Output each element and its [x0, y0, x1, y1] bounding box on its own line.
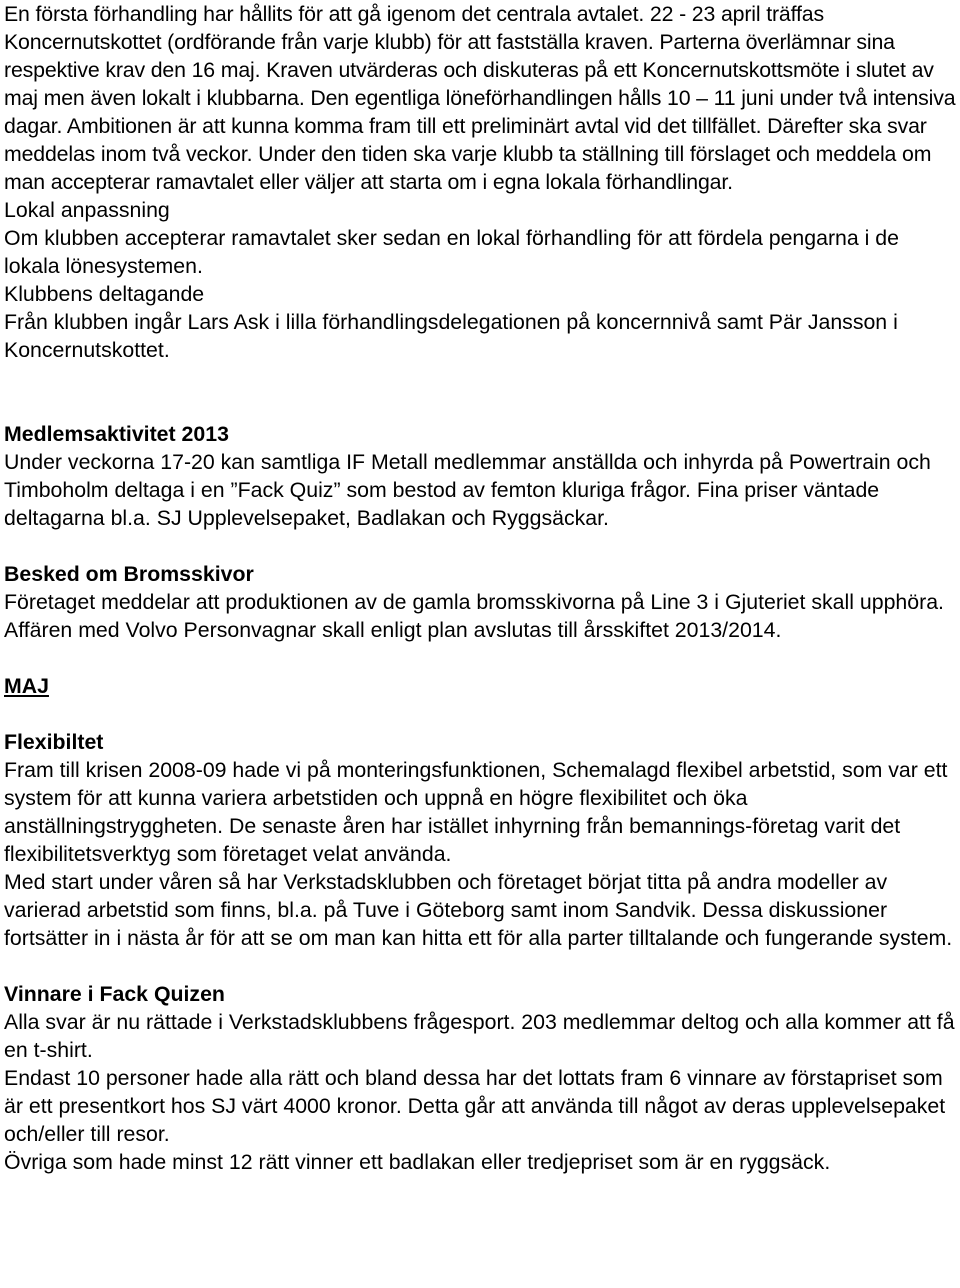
spacer [4, 644, 960, 672]
lokal-anpassning-heading: Lokal anpassning [4, 198, 170, 222]
vinnare-text-3: Övriga som hade minst 12 rätt vinner ett badlakan eller tredjepriset som är en ryggsäck. [4, 1150, 831, 1174]
flexibilitet-text-1: Fram till krisen 2008-09 hade vi på monteringsfunktionen, Schemalagd flexibel arbetstid, som var ett system för att kunna variera arbetstiden och uppnå en högre flexibilitet och öka anställningstryggheten. De senaste åren har istället inhyrning från bemannings-företag varit det flexibilitetsverktyg som företaget velat använda. [4, 758, 948, 866]
klubbens-deltagande-text: Från klubben ingår Lars Ask i lilla förhandlingsdelegationen på koncernnivå samt Pär Jansson i Koncernutskottet. [4, 310, 898, 362]
bromsskivor-text: Företaget meddelar att produktionen av de gamla bromsskivorna på Line 3 i Gjuteriet skall upphöra. Affären med Volvo Personvagnar skall enligt plan avslutas till årsskiftet 2013/2014. [4, 590, 944, 642]
spacer [4, 364, 960, 420]
medlemsaktivitet-text: Under veckorna 17-20 kan samtliga IF Metall medlemmar anställda och inhyrda på Powertrain och Timboholm deltaga i en ”Fack Quiz” som bestod av femton kluriga frågor. Fina priser väntade deltagarna bl.a. SJ Upplevelsepaket, Badlakan och Ryggsäckar. [4, 450, 931, 530]
flexibilitet-text-2: Med start under våren så har Verkstadsklubben och företaget börjat titta på andra modeller av varierad arbetstid som finns, bl.a. på Tuve i Göteborg samt inom Sandvik. Dessa diskussioner fortsätter in i nästa år för att se om man kan hitta ett för alla parter tilltalande och fungerande system. [4, 870, 953, 950]
medlemsaktivitet-heading: Medlemsaktivitet 2013 [4, 422, 229, 446]
vinnare-text-2: Endast 10 personer hade alla rätt och bland dessa har det lottats fram 6 vinnare av förstapriset som är ett presentkort hos SJ värt 4000 kronor. Detta går att använda till något av deras upplevelsepaket och/eller till resor. [4, 1066, 946, 1146]
vinnare-heading: Vinnare i Fack Quizen [4, 982, 225, 1006]
spacer [4, 952, 960, 980]
klubbens-deltagande-heading: Klubbens deltagande [4, 282, 205, 306]
vinnare-text-1: Alla svar är nu rättade i Verkstadsklubbens frågesport. 203 medlemmar deltog och alla kommer att få en t-shirt. [4, 1010, 955, 1062]
maj-heading: MAJ [4, 674, 49, 698]
intro-paragraph: En första förhandling har hållits för att gå igenom det centrala avtalet. 22 - 23 april träffas Koncernutskottet (ordförande från varje klubb) för att fastställa kraven. Parterna överlämnar sina respektive krav den 16 maj. Kraven utvärderas och diskuteras på ett Koncernutskottsmöte i slutet av maj men även lokalt i klubbarna. Den egentliga löneförhandlingen hålls 10 – 11 juni under två intensiva dagar. Ambitionen är att kunna komma fram till ett preliminärt avtal vid det tillfället. Därefter ska svar meddelas inom två veckor. Under den tiden ska varje klubb ta ställning till förslaget och meddela om man accepterar ramavtalet eller väljer att starta om i egna lokala förhandlingar. [4, 2, 956, 194]
spacer [4, 700, 960, 728]
lokal-anpassning-text: Om klubben accepterar ramavtalet sker sedan en lokal förhandling för att fördela pengarna i de lokala lönesystemen. [4, 226, 899, 278]
spacer [4, 532, 960, 560]
flexibilitet-heading: Flexibiltet [4, 730, 104, 754]
bromsskivor-heading: Besked om Bromsskivor [4, 562, 254, 586]
